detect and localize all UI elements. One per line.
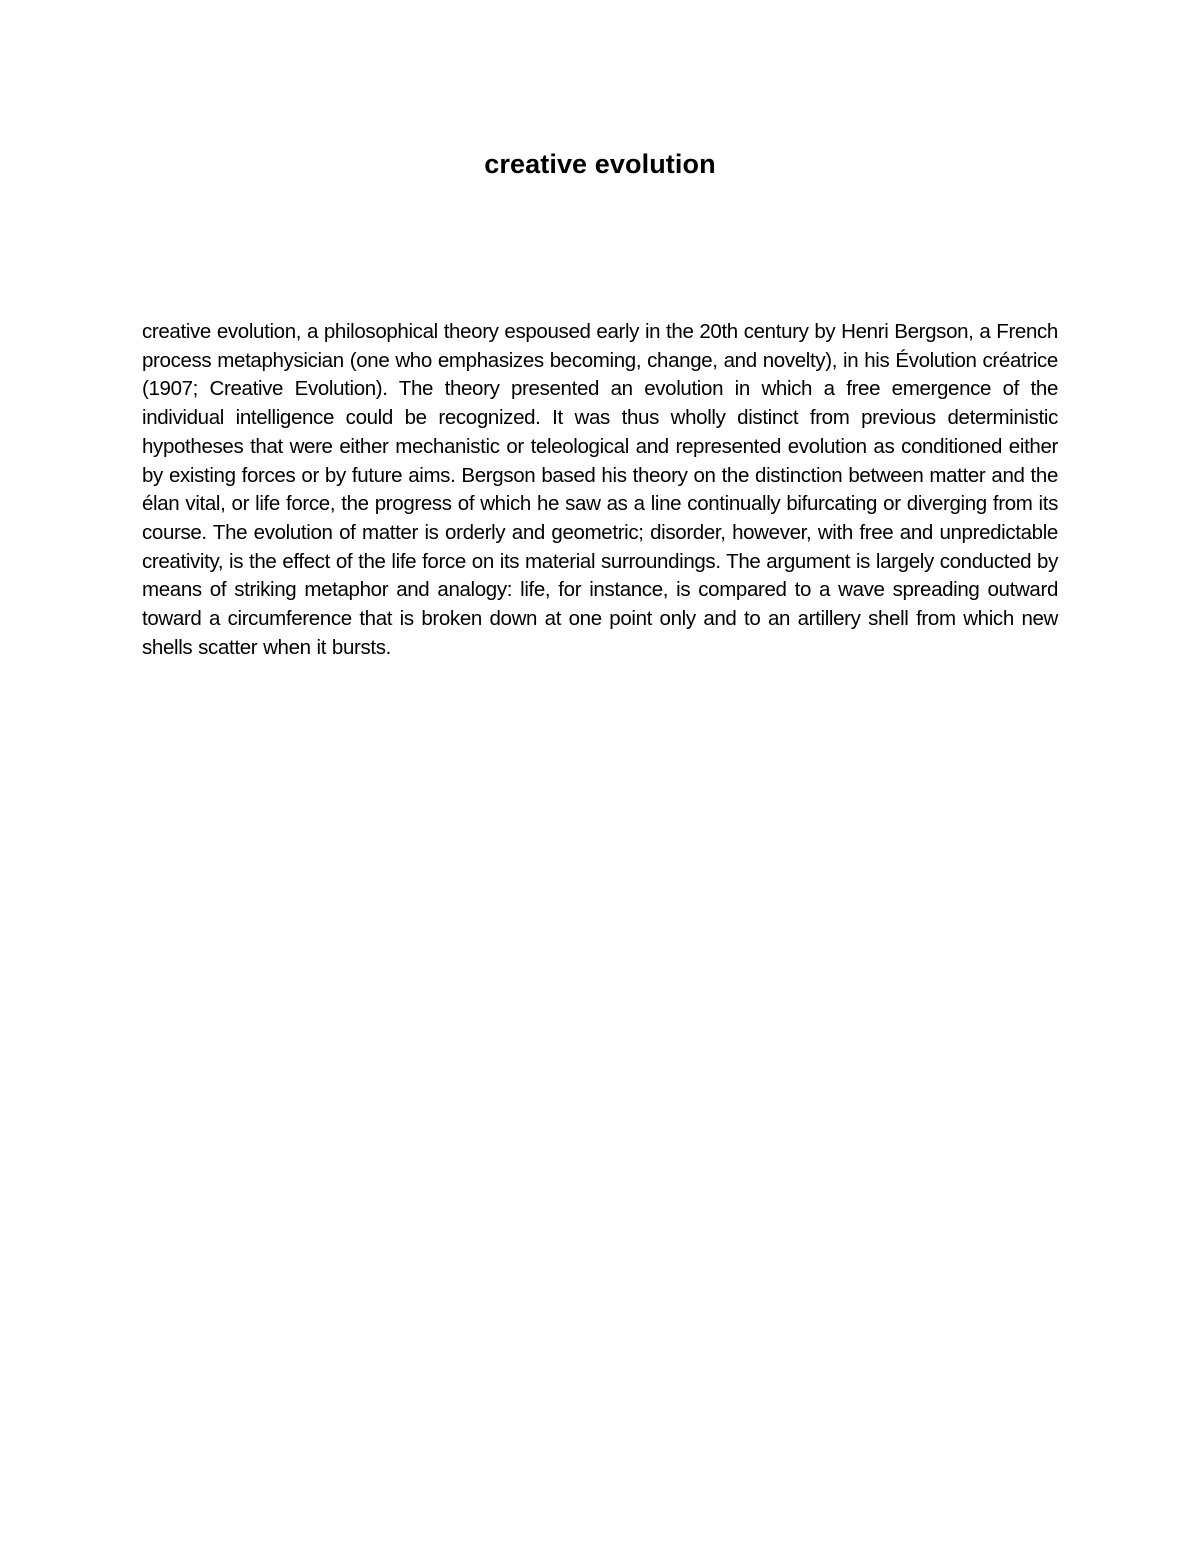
- document-title: creative evolution: [484, 149, 716, 179]
- document-body-paragraph: creative evolution, a philosophical theory espoused early in the 20th century by Henri Bergson, a French process metaphysician (one who emphasizes becoming, change, and novelty), in his Évolution créatrice (1907; Creative Evolution). The theory presented an evolution in which a free emergence of the individual intelligence could be recognized. It was thus wholly distinct from previous deterministic hypotheses that were either mechanistic or teleological and represented evolution as conditioned either by existing forces or by future aims. Bergson based his theory on the distinction between matter and the élan vital, or life force, the progress of which he saw as a line continually bifurcating or diverging from its course. The evolution of matter is orderly and geometric; disorder, however, with free and unpredictable creativity, is the effect of the life force on its material surroundings. The argument is largely conducted by means of striking metaphor and analogy: life, for instance, is compared to a wave spreading outward toward a circumference that is broken down at one point only and to an artillery shell from which new shells scatter when it bursts.: [142, 320, 1058, 659]
